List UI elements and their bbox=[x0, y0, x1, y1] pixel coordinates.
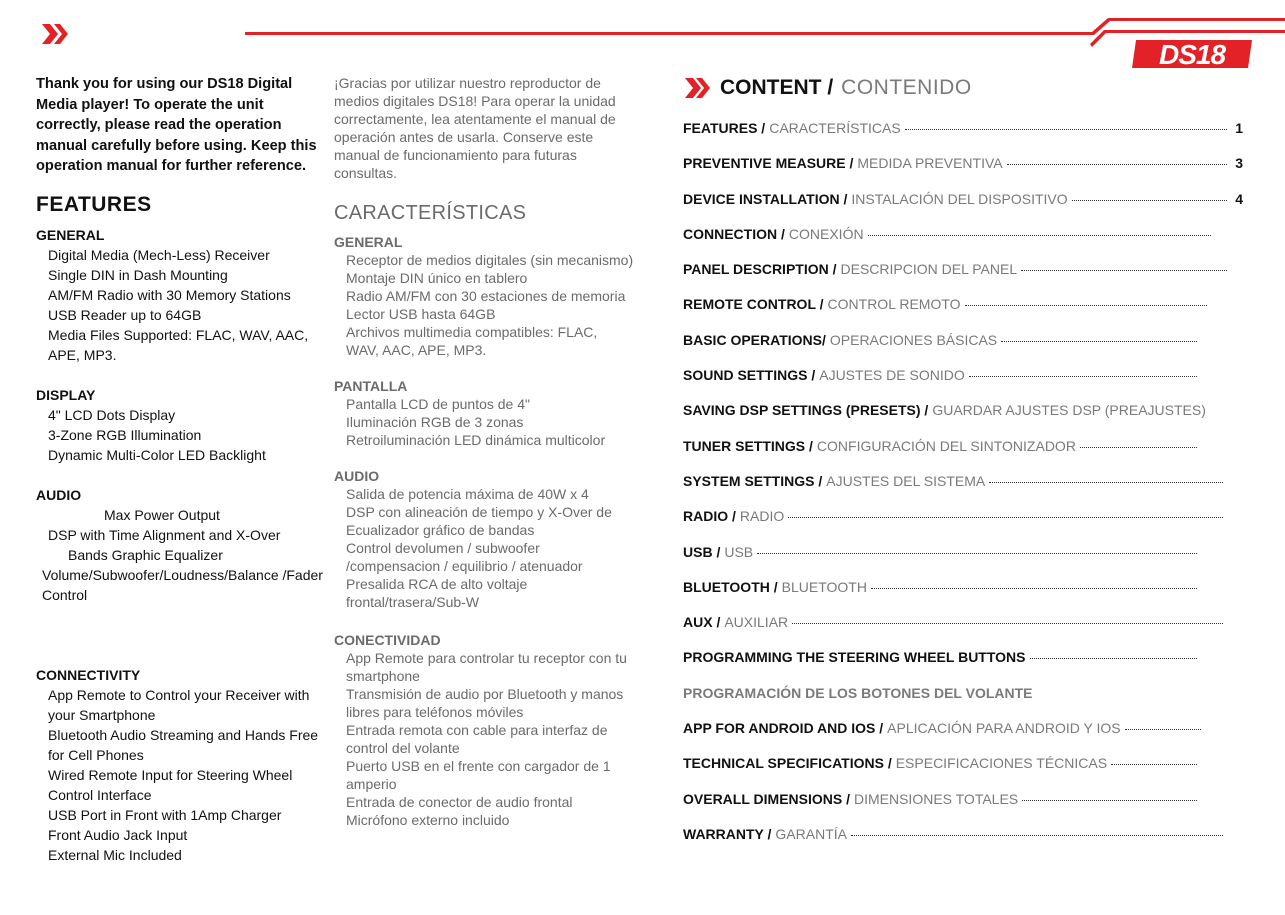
toc-entry[interactable] bbox=[683, 826, 1243, 861]
feature-item: Pantalla LCD de puntos de 4" bbox=[346, 396, 530, 412]
dot-leader bbox=[1072, 200, 1227, 201]
toc-entry-es: USB bbox=[724, 543, 754, 560]
toc-entry-es: CONTROL REMOTO bbox=[827, 296, 961, 313]
ds18-logo bbox=[1132, 38, 1256, 70]
toc-entry-en: CONNECTION / bbox=[683, 225, 785, 242]
toc-entry-es: AJUSTES DEL SISTEMA bbox=[826, 472, 986, 489]
spanish-column bbox=[334, 74, 634, 847]
svg-text:DS18: DS18 bbox=[1158, 39, 1226, 70]
feature-item: Salida de potencia máxima de 40W x 4 bbox=[346, 486, 589, 502]
section-title: PANTALLA bbox=[334, 378, 408, 394]
dot-leader bbox=[788, 517, 1223, 518]
toc-entry-en: SYSTEM SETTINGS / bbox=[683, 472, 823, 489]
caracteristicas-heading: CARACTERÍSTICAS bbox=[334, 202, 527, 224]
toc-entry-es: DESCRIPCION DEL PANEL bbox=[840, 261, 1018, 278]
toc-entry[interactable] bbox=[683, 685, 1243, 720]
dot-leader bbox=[965, 305, 1207, 306]
toc-entry-es: ESPECIFICACIONES TÉCNICAS bbox=[895, 755, 1108, 772]
feature-item: Archivos multimedia compatibles: FLAC, WAV, AAC, APE, MP3. bbox=[346, 324, 598, 358]
toc-entry-en: DEVICE INSTALLATION / bbox=[683, 190, 848, 207]
feature-item: AM/FM Radio with 30 Memory Stations bbox=[48, 286, 291, 303]
toc-entry-en: RADIO / bbox=[683, 508, 736, 525]
dot-leader bbox=[792, 623, 1223, 624]
feature-item: Montaje DIN único en tablero bbox=[346, 270, 528, 286]
section-title: DISPLAY bbox=[36, 386, 96, 403]
toc-entry-es: RADIO bbox=[739, 508, 785, 525]
toc-entry-es: AJUSTES DE SONIDO bbox=[819, 367, 965, 384]
toc-entry-en: USB / bbox=[683, 543, 721, 560]
feature-item: 3-Zone RGB Illumination bbox=[48, 426, 202, 443]
english-column bbox=[36, 74, 326, 885]
toc-entry-en: SAVING DSP SETTINGS (PRESETS) / bbox=[683, 402, 929, 419]
section-title: AUDIO bbox=[334, 468, 380, 484]
section-display-en bbox=[36, 385, 326, 465]
toc-entry[interactable] bbox=[683, 367, 1243, 402]
toc-entry[interactable] bbox=[683, 508, 1243, 543]
feature-item: App Remote to Control your Receiver with your Smartphone bbox=[48, 686, 310, 723]
feature-item: Digital Media (Mech-Less) Receiver bbox=[48, 246, 270, 263]
toc-entry[interactable] bbox=[683, 791, 1243, 826]
section-title: GENERAL bbox=[334, 234, 403, 250]
dot-leader bbox=[1125, 729, 1201, 730]
toc-entry-es: BLUETOOTH bbox=[781, 578, 867, 595]
toc-entry-en: PANEL DESCRIPTION / bbox=[683, 261, 837, 278]
feature-item: USB Port in Front with 1Amp Charger bbox=[48, 806, 282, 823]
feature-item: DSP with Time Alignment and X-Over bbox=[48, 526, 281, 543]
dot-leader bbox=[905, 129, 1227, 130]
feature-item: 4" LCD Dots Display bbox=[48, 406, 176, 423]
toc-entry-en: OVERALL DIMENSIONS / bbox=[683, 790, 850, 807]
feature-item: Control devolumen / subwoofer /compensacion / equilibrio / atenuador bbox=[346, 540, 583, 574]
page-number: 4 bbox=[1235, 190, 1243, 207]
section-connectivity-en bbox=[36, 665, 326, 865]
feature-item: Presalida RCA de alto voltaje frontal/trasera/Sub-W bbox=[346, 576, 528, 610]
toc-entry-es: CONFIGURACIÓN DEL SINTONIZADOR bbox=[816, 437, 1076, 454]
section-title: CONECTIVIDAD bbox=[334, 632, 441, 648]
dot-leader bbox=[1007, 164, 1227, 165]
feature-item: App Remote para controlar tu receptor con tu smartphone bbox=[346, 650, 627, 684]
toc-entry[interactable] bbox=[683, 720, 1243, 755]
toc-entry-en: TUNER SETTINGS / bbox=[683, 437, 813, 454]
feature-item: Wired Remote Input for Steering Wheel Control Interface bbox=[48, 766, 293, 803]
toc-entry-en: BLUETOOTH / bbox=[683, 578, 778, 595]
dot-leader bbox=[868, 235, 1211, 236]
dot-leader bbox=[1022, 800, 1197, 801]
dot-leader bbox=[1021, 270, 1227, 271]
toc-entry[interactable] bbox=[683, 649, 1243, 684]
contents-title bbox=[684, 76, 972, 100]
toc-entry-en: REMOTE CONTROL / bbox=[683, 296, 824, 313]
toc-entry[interactable] bbox=[683, 614, 1243, 649]
feature-item: Entrada remota con cable para interfaz de control del volante bbox=[346, 722, 608, 756]
section-title: GENERAL bbox=[36, 226, 105, 243]
toc-entry[interactable] bbox=[683, 261, 1243, 296]
dot-leader bbox=[1030, 658, 1198, 659]
toc-entry-en: SOUND SETTINGS / bbox=[683, 367, 816, 384]
feature-item: Iluminación RGB de 3 zonas bbox=[346, 414, 524, 430]
toc-entry-es: APLICACIÓN PARA ANDROID Y IOS bbox=[887, 720, 1121, 737]
toc-entry-en: BASIC OPERATIONS/ bbox=[683, 331, 826, 348]
feature-item: Puerto USB en el frente con cargador de 1 amperio bbox=[346, 758, 611, 792]
toc-entry-es: AUXILIAR bbox=[724, 614, 789, 631]
toc-entry[interactable] bbox=[683, 579, 1243, 614]
feature-item: Bands Graphic Equalizer bbox=[68, 546, 223, 563]
toc-entry-en: PROGRAMMING THE STEERING WHEEL BUTTONS bbox=[683, 649, 1026, 666]
feature-item: Front Audio Jack Input bbox=[48, 826, 188, 843]
double-chevron-icon bbox=[40, 22, 70, 46]
toc-entry-es: PROGRAMACIÓN DE LOS BOTONES DEL VOLANTE bbox=[683, 684, 1033, 701]
feature-item: Ecualizador gráfico de bandas bbox=[346, 522, 535, 538]
dot-leader bbox=[989, 482, 1223, 483]
toc-entry-en: FEATURES / bbox=[683, 120, 766, 136]
section-audio-en bbox=[36, 485, 326, 605]
intro-english: Thank you for using our DS18 Digital Media player! To operate the unit correctly, please read the operation manual carefully before using. Keep this operation manual for further reference. bbox=[36, 76, 317, 175]
feature-item: Entrada de conector de audio frontal bbox=[346, 794, 573, 810]
table-of-contents bbox=[683, 120, 1243, 861]
dot-leader bbox=[871, 588, 1197, 589]
toc-entry-en: WARRANTY / bbox=[683, 825, 772, 842]
feature-item: Bluetooth Audio Streaming and Hands Free for Cell Phones bbox=[48, 726, 319, 763]
double-chevron-icon bbox=[684, 77, 712, 99]
toc-entry-es: CONEXIÓN bbox=[788, 225, 864, 242]
toc-entry[interactable] bbox=[683, 544, 1243, 579]
section-audio-es bbox=[334, 467, 634, 611]
feature-item: Media Files Supported: FLAC, WAV, AAC, APE, MP3. bbox=[48, 326, 309, 363]
dot-leader bbox=[969, 376, 1197, 377]
feature-item: Dynamic Multi-Color LED Backlight bbox=[48, 446, 266, 463]
intro-spanish: ¡Gracias por utilizar nuestro reproductor de medios digitales DS18! Para operar la unidad correctamente, lea atentamente el manual de operación antes de usarla. Conserve este manual de funcionamiento para futuras consultas. bbox=[334, 75, 616, 181]
toc-entry-en: TECHNICAL SPECIFICATIONS / bbox=[683, 755, 892, 772]
toc-entry[interactable] bbox=[683, 155, 1243, 190]
feature-item: Transmisión de audio por Bluetooth y manos libres para teléfonos móviles bbox=[346, 686, 624, 720]
section-title: AUDIO bbox=[36, 486, 82, 503]
feature-item: Micrófono externo incluido bbox=[346, 812, 510, 828]
dot-leader bbox=[757, 553, 1197, 554]
feature-item: Max Power Output bbox=[104, 506, 220, 523]
dot-leader bbox=[851, 835, 1223, 836]
section-pantalla-es bbox=[334, 377, 634, 449]
feature-item: External Mic Included bbox=[48, 846, 182, 863]
toc-entry-en: AUX / bbox=[683, 614, 721, 631]
toc-entry[interactable] bbox=[683, 191, 1243, 226]
contents-title-es: CONTENIDO bbox=[841, 76, 972, 99]
section-general-es bbox=[334, 233, 634, 359]
toc-entry-es: MEDIDA PREVENTIVA bbox=[857, 155, 1003, 172]
toc-entry[interactable] bbox=[683, 332, 1243, 367]
dot-leader bbox=[1080, 447, 1197, 448]
feature-item: Receptor de medios digitales (sin mecanismo) bbox=[346, 252, 634, 268]
feature-item: Volume/Subwoofer/Loudness/Balance /Fader Control bbox=[42, 566, 323, 603]
toc-entry-en: PREVENTIVE MEASURE / bbox=[683, 155, 854, 172]
page-number: 3 bbox=[1235, 155, 1243, 172]
toc-entry-es: CARACTERÍSTICAS bbox=[769, 120, 901, 136]
toc-entry[interactable] bbox=[683, 120, 1243, 155]
toc-entry-es: OPERACIONES BÁSICAS bbox=[829, 331, 998, 348]
section-title: CONNECTIVITY bbox=[36, 666, 141, 683]
contents-title-en: CONTENT / bbox=[720, 76, 834, 99]
feature-item: Radio AM/FM con 30 estaciones de memoria bbox=[346, 288, 626, 304]
toc-entry[interactable] bbox=[683, 296, 1243, 331]
page-number: 1 bbox=[1235, 120, 1243, 136]
toc-entry-es: GARANTÍA bbox=[775, 825, 847, 842]
toc-entry[interactable] bbox=[683, 473, 1243, 508]
toc-entry[interactable] bbox=[683, 402, 1243, 437]
section-general-en bbox=[36, 225, 326, 365]
toc-entry[interactable] bbox=[683, 755, 1243, 790]
feature-item: DSP con alineación de tiempo y X-Over de bbox=[346, 504, 612, 520]
toc-entry-en: APP FOR ANDROID AND IOS / bbox=[683, 720, 884, 737]
feature-item: USB Reader up to 64GB bbox=[48, 306, 202, 323]
toc-entry-es: GUARDAR AJUSTES DSP (PREAJUSTES) bbox=[932, 402, 1206, 419]
toc-entry-es: DIMENSIONES TOTALES bbox=[853, 790, 1019, 807]
section-conectividad-es bbox=[334, 631, 634, 829]
header-accent-bar bbox=[0, 0, 1285, 70]
toc-entry[interactable] bbox=[683, 226, 1243, 261]
dot-leader bbox=[1111, 764, 1197, 765]
toc-entry[interactable] bbox=[683, 438, 1243, 473]
features-heading: FEATURES bbox=[36, 192, 152, 216]
toc-entry-es: INSTALACIÓN DEL DISPOSITIVO bbox=[851, 190, 1068, 207]
feature-item: Retroiluminación LED dinámica multicolor bbox=[346, 432, 606, 448]
feature-item: Lector USB hasta 64GB bbox=[346, 306, 496, 322]
dot-leader bbox=[1001, 341, 1197, 342]
feature-item: Single DIN in Dash Mounting bbox=[48, 266, 228, 283]
